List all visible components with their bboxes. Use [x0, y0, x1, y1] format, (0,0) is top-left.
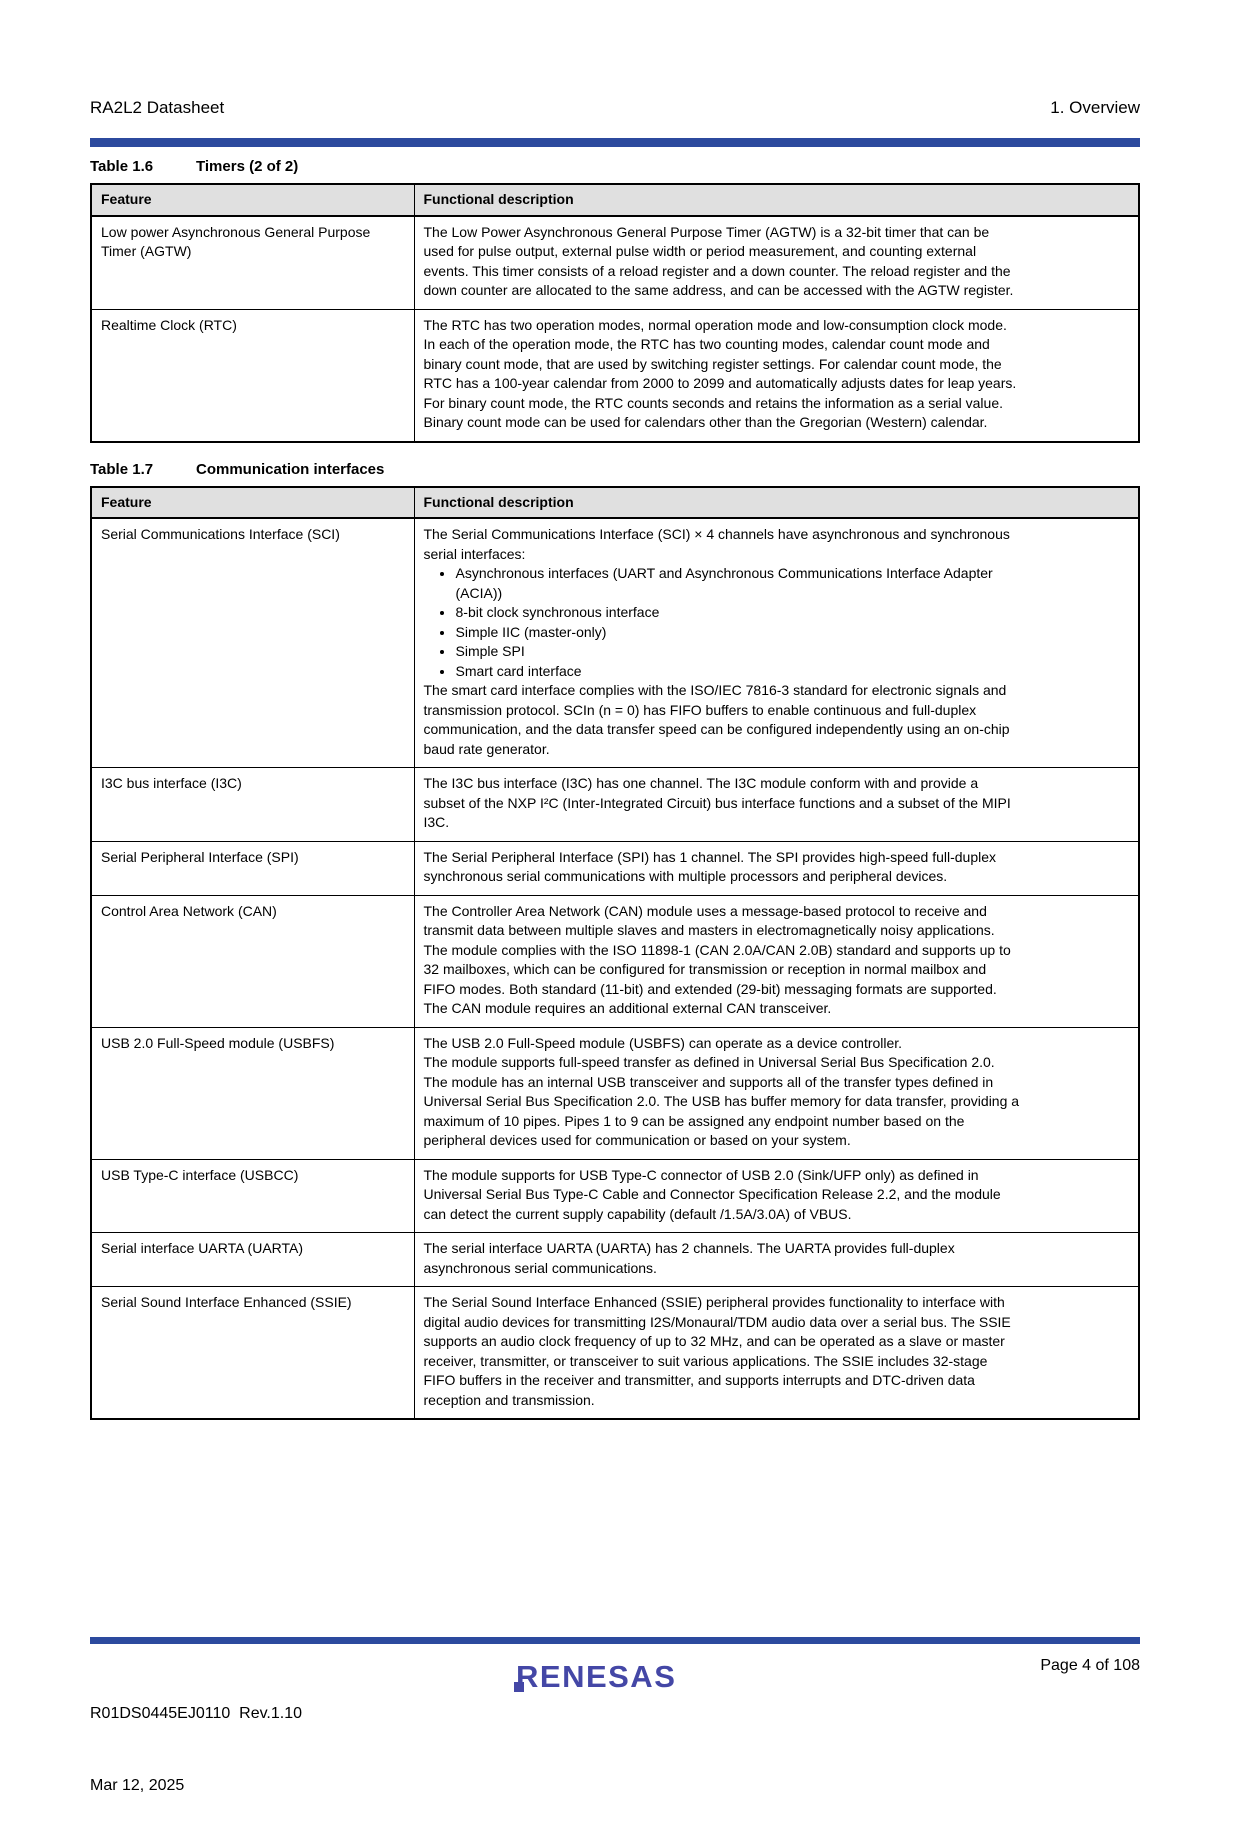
header-chapter-title: 1. Overview: [1050, 98, 1140, 117]
bullet-item: • 8-bit clock synchronous interface: [455, 603, 1021, 623]
description-text: The USB 2.0 Full-Speed module (USBFS) can operate as a device controller.: [423, 1034, 903, 1051]
description-text: The Serial Communications Interface (SCI) × 4 channels have asynchronous and synchronous serial interfaces:: [423, 526, 1010, 562]
table-caption-title: Communication interfaces: [196, 460, 385, 478]
table-row: [91, 1287, 1139, 1420]
description-cell: [414, 768, 1139, 842]
table-caption: [90, 158, 1140, 176]
page-footer: [90, 1654, 1140, 1846]
col-description-header: Functional description: [414, 487, 1139, 519]
description-cell: [414, 309, 1139, 442]
table-header-row: [91, 184, 1139, 216]
header-rule: [90, 138, 1140, 147]
header-document-title: RA2L2 Datasheet: [90, 98, 225, 117]
description-cell: [414, 1027, 1139, 1159]
description-text: The Serial Peripheral Interface (SPI) has 1 channel. The SPI provides high-speed full-duplex synchronous serial communications with multiple processors and peripheral devices.: [423, 848, 997, 884]
footer-date: Mar 12, 2025: [90, 1777, 185, 1794]
feature-cell: USB Type-C interface (USBCC): [91, 1159, 414, 1233]
table-row: [91, 309, 1139, 442]
feature-cell: Serial interface UARTA (UARTA): [91, 1233, 414, 1287]
feature-cell: Low power Asynchronous General Purpose Timer (AGTW): [91, 216, 414, 310]
table-row: [91, 841, 1139, 895]
description-cell: [414, 1159, 1139, 1233]
description-text: The I3C bus interface (I3C) has one channel. The I3C module conform with and provide a subset of the NXP I²C (Inter-Integrated Circuit) bus interface functions and a subset of the MIPI I3C.: [423, 775, 1011, 830]
description-text: The serial interface UARTA (UARTA) has 2 channels. The UARTA provides full-duplex asynchronous serial communications.: [423, 1240, 955, 1276]
description-text: The RTC has two operation modes, normal operation mode and low-consumption clock mode. In each of the operation mode, the RTC has two counting modes, calendar count mode and binary count mode, that are used by switching register settings. For calendar count mode, the RTC has a 100-year calendar from 2000 to 2099 and automatically adjusts dates for leap years. For binary count mode, the RTC counts seconds and retains the information as a serial value. Binary count mode can be used for calendars other than the Gregorian (Western) calendar.: [423, 316, 1017, 430]
feature-cell: Realtime Clock (RTC): [91, 309, 414, 442]
table-block: [90, 461, 1140, 1421]
col-description-header: Functional description: [414, 184, 1139, 216]
feature-cell: Serial Sound Interface Enhanced (SSIE): [91, 1287, 414, 1420]
bullet-list: [424, 564, 1021, 681]
page-content: [90, 0, 1140, 1420]
logo-wordmark: RENESAS: [516, 1659, 677, 1694]
bullet-item: • Simple IIC (master-only): [455, 623, 1021, 643]
description-cell: [414, 1233, 1139, 1287]
description-cell: [414, 1287, 1139, 1420]
col-feature-header: Feature: [91, 184, 414, 216]
description-cell: [414, 895, 1139, 1027]
feature-cell: USB 2.0 Full-Speed module (USBFS): [91, 1027, 414, 1159]
feature-cell: Serial Communications Interface (SCI): [91, 518, 414, 768]
table-row: [91, 1233, 1139, 1287]
table-row: [91, 216, 1139, 310]
description-cell: [414, 841, 1139, 895]
table-caption-label: Table 1.7: [90, 460, 154, 478]
bullet-item: • Smart card interface: [455, 662, 1021, 682]
table-caption-label: Table 1.6: [90, 158, 154, 175]
feature-cell: Control Area Network (CAN): [91, 895, 414, 1027]
table-row: [91, 1027, 1139, 1159]
footer-rule: [90, 1637, 1140, 1644]
page-header: [90, 0, 1140, 118]
description-text: The Low Power Asynchronous General Purpose Timer (AGTW) is a 32-bit timer that can be used for pulse output, external pulse width or period measurement, and counting external events. This timer consists of a reload register and a down counter. The reload register and the down counter are allocated to the same address, and can be accessed with the AGTW register.: [423, 223, 1014, 298]
description-text: The Serial Sound Interface Enhanced (SSIE) peripheral provides functionality to interface with digital audio devices for transmitting I2S/Monaural/TDM audio data over a serial bus. The SSIE supports an audio clock frequency of up to 32 MHz, and can be operated as a slave or master receiver, transmitter, or transceiver to suit various applications. The SSIE includes 32-stage FIFO buffers in the receiver and transmitter, and supports interrupts and DTC-driven data reception and transmission.: [423, 1294, 1011, 1408]
footer-logo-wrap: [512, 1654, 718, 1696]
table-row: [91, 518, 1139, 768]
feature-cell: I3C bus interface (I3C): [91, 768, 414, 842]
bullet-item: • Simple SPI: [455, 642, 1021, 662]
table-caption: [90, 461, 1140, 479]
description-cell: [414, 518, 1139, 768]
footer-page-number: Page 4 of 108: [1040, 1657, 1140, 1674]
description-text: The module supports for USB Type-C connector of USB 2.0 (Sink/UFP only) as defined in Universal Serial Bus Type-C Cable and Connector Specification Release 2.2, and the module can detect the current supply capability (default /1.5A/3.0A) of VBUS.: [423, 1166, 1001, 1222]
feature-table: [90, 486, 1140, 1421]
table-caption-title: Timers (2 of 2): [196, 158, 299, 175]
col-feature-header: Feature: [91, 487, 414, 519]
bullet-item: • Asynchronous interfaces (UART and Asynchronous Communications Interface Adapter (ACIA)): [455, 564, 1021, 603]
footer-doc-id: R01DS0445EJ0110 Rev.1.10: [90, 1705, 302, 1722]
description-cell: [414, 216, 1139, 310]
table-header-row: [91, 487, 1139, 519]
renesas-logo: [512, 1656, 718, 1696]
footer-doc-info: [90, 1654, 512, 1846]
description-text: The smart card interface complies with the ISO/IEC 7816-3 standard for electronic signals and transmission protocol. SCIn (n = 0) has FIFO buffers to enable continuous and full-duplex communication, and the data transfer speed can be configured independently using an on-chip baud rate generator.: [423, 682, 1010, 757]
feature-table: [90, 183, 1140, 443]
table-row: [91, 1159, 1139, 1233]
description-text: The module has an internal USB transceiver and supports all of the transfer types defined in Universal Serial Bus Specification 2.0. The USB has buffer memory for data transfer, providing a maximum of 10 pipes. Pipes 1 to 9 can be assigned any endpoint number based on the peripheral devices used for communication or based on your system.: [423, 1073, 1020, 1148]
description-text: The module supports full-speed transfer as defined in Universal Serial Bus Specification 2.0.: [423, 1054, 995, 1070]
table-row: [91, 895, 1139, 1027]
tables: [90, 158, 1140, 1420]
description-text: The Controller Area Network (CAN) module uses a message-based protocol to receive and transmit data between multiple slaves and masters in electromagnetically noisy applications. The module complies with the ISO 11898-1 (CAN 2.0A/CAN 2.0B) standard and supports up to 32 mailboxes, which can be configured for transmission or reception in normal mailbox and FIFO modes. Both standard (11-bit) and extended (29-bit) messaging formats are supported. The CAN module requires an additional external CAN transceiver.: [423, 902, 1011, 1016]
table-row: [91, 768, 1139, 842]
feature-cell: Serial Peripheral Interface (SPI): [91, 841, 414, 895]
table-block: [90, 158, 1140, 443]
